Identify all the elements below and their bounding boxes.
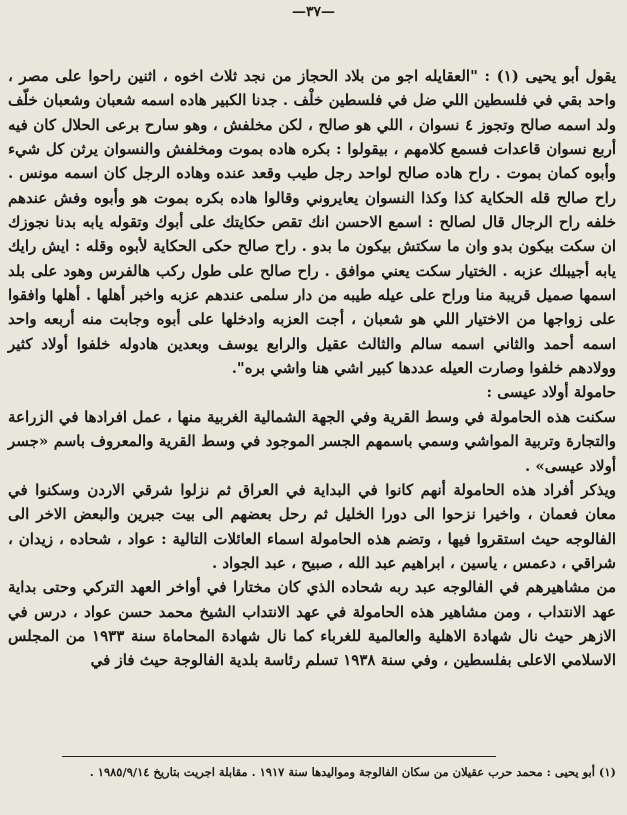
section-heading: حامولة أولاد عيسى : <box>486 383 616 402</box>
paragraph-notables: من مشاهيرهم في الفالوجه عبد ربه شحاده الذي كان مختارا في أواخر العهد التركي وحتى بداية عهد الانتداب ، ومن مشاهير هذه الحامولة في عهد الانتداب الشيخ محمد حسن عواد ، درس في الازهر حيث نال شهادة الاهلية والعالمية للغرباء كما نال شهادة المحاماة سنة ١٩٣٣ من المجلس الاسلامي الاعلى بفلسطين ، وفي سنة ١٩٣٨ تسلم رئاسة بلدية الفالوجة حيث فاز في <box>8 578 616 670</box>
page-number: —٣٧— <box>291 4 336 20</box>
paragraph-residence: سكنت هذه الحامولة في وسط القرية وفي الجهة الشمالية الغربية منها ، عمل افرادها في الزراعة والتجارة وتربية المواشي وسمي باسمهم الجسر الموجود في وسط القرية والمعروف باسم «جسر أولاد عيسى» . <box>8 407 616 475</box>
footnote: (١) أبو يحيى : محمد حرب عقيلان من سكان الفالوجة ومواليدها سنة ١٩١٧ . مقابلة اجريت بتاريخ ١٩٨٥/٩/١٤ . <box>89 765 616 779</box>
footnote-divider <box>62 756 496 757</box>
paragraph-abu-yahya-quote: يقول أبو يحيى (١) : "العقايله اجو من بلاد الحجاز من نجد ثلاث اخوه ، اثنين راحوا على مصر ، واحد بقي في فلسطين اللي ضل في فلسطين خلْف . جدنا الكبير هاده اسمه شعبان وشعبان خلّف ولد اسمه صالح وتجوز ٤ نسوان ، اللي هو صالح ، لكن مخلفش ، وهو سارح برعى الحلال كان فيه أربع نسوان قاعدات فسمع كلامهم ، بيقولوا : بكره هاده بموت ومخلفش والنسوان يرثن كل شيء وأبوه كمان بموت . راح هاده صالح لواحد رجل طيب وقعد عنده وهاده الرجل كان اسمه مونس . راح صالح قله الحكاية كذا وكذا النسوان يعايروني وقالوا هاده بكره بموت هو وأبوه وفش عندهم خلفه راح الرجال قال لصالح : اسمع الاحسن انك تقص حكايتك على أبوك وتقوله يابه بدنا نجوزك ان سكت بيكون بدو وان ما سكتش بيكون ما بدو . راح صالح حكى الحكاية لأبوه وقله : ايش رايك يابه أجيبلك عزبه . الختيار سكت يعني موافق . راح صالح على طول ركب هالفرس وهود على بلد اسمها صميل قريبة منا وراح على عيله طيبه من دار سلمى عندهم عزبه واخبر أهلها . أهلها وافقوا على زواجها من الاختيار اللي هو شعبان ، أجت العزبه وادخلها على أبوه وجابت منه أربعه واحد اسمه أحمد والثاني اسمه سالم والثالث عقيل والرابع يوسف وبعدين هادوله خلفوا أولاد كثير وولادهم خلفوا وصارت العيله عددها كبير اشي هنا واشي بره". <box>8 67 617 378</box>
body-text <box>8 64 616 673</box>
paragraph-origin: ويذكر أفراد هذه الحامولة أنهم كانوا في البداية في العراق ثم نزلوا شرقي الاردن وسكنوا في معان فعمان ، واخيرا نزحوا الى دورا الخليل ثم رحل بعضهم الى بيت جبرين والبعض الاخر الى الفالوجه حيث استقروا فيها ، وتضم هذه الحامولة اسماء العائلات التالية : عواد ، شحاده ، زيدان ، شراقي ، دعمس ، ياسين ، ابراهيم عبد الله ، صبيح ، عبد الجواد . <box>8 480 616 572</box>
